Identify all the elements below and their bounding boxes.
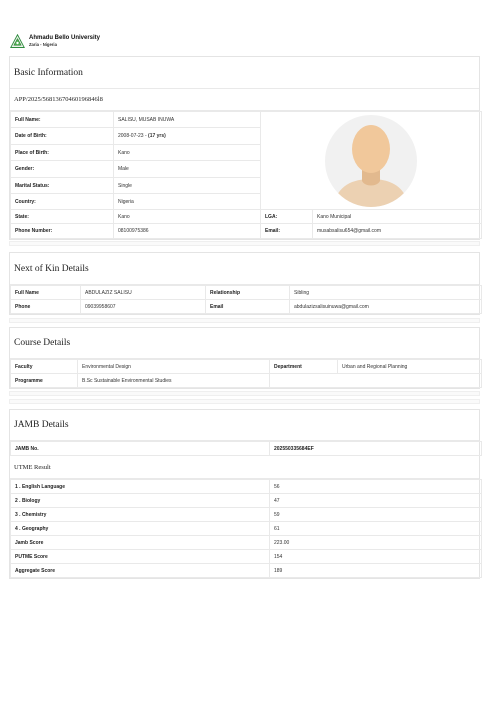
table-row (11, 360, 482, 374)
next-of-kin-card (9, 252, 480, 315)
table-row (11, 536, 482, 550)
gender-label: Gender: (11, 161, 114, 178)
subject-name: 3 . Chemistry (11, 508, 270, 522)
next-of-kin-table (10, 285, 482, 314)
table-row (11, 210, 482, 224)
jamb-no-label: JAMB No. (11, 442, 270, 456)
state-label: State: (11, 210, 114, 224)
kin-email-value: abdulazizsalisuinuwa@gmail.com (290, 300, 482, 314)
subject-name: 2 . Biology (11, 494, 270, 508)
faculty-label: Faculty (11, 360, 78, 374)
dob-age: (17 yrs) (148, 133, 166, 139)
course-details-table (10, 359, 482, 388)
kin-name-value: ABDULAZIZ SALISU (81, 286, 206, 300)
passport-photo (261, 112, 482, 210)
full-name-label: Full Name: (11, 112, 114, 128)
kin-relationship-label: Relationship (206, 286, 290, 300)
table-row (11, 480, 482, 494)
department-value: Urban and Regional Planning (338, 360, 482, 374)
jamb-score-label: Jamb Score (11, 536, 270, 550)
basic-information-table (10, 111, 482, 239)
next-of-kin-title: Next of Kin Details (10, 253, 479, 285)
university-name: Ahmadu Bello University (29, 34, 101, 41)
kin-name-label: Full Name (11, 286, 81, 300)
faculty-value: Environmental Design (78, 360, 270, 374)
subject-score: 59 (270, 508, 482, 522)
table-row (11, 508, 482, 522)
section-divider (9, 241, 480, 246)
table-row (11, 564, 482, 578)
avatar-placeholder-icon (325, 115, 417, 207)
phone-label: Phone Number: (11, 224, 114, 239)
table-row (11, 374, 482, 388)
section-divider (9, 391, 480, 396)
table-row (11, 550, 482, 564)
pob-label: Place of Birth: (11, 145, 114, 161)
dob-label: Date of Birth: (11, 128, 114, 145)
university-location: Zaria - Nigeria (29, 41, 57, 47)
pob-value: Kano (114, 145, 261, 161)
department-label: Department (270, 360, 338, 374)
course-details-card (9, 327, 480, 389)
aggregate-score-value: 189 (270, 564, 482, 578)
jamb-number-table (10, 441, 482, 456)
table-row (11, 494, 482, 508)
marital-status-value: Single (114, 178, 261, 194)
section-divider (9, 399, 480, 404)
subject-score: 56 (270, 480, 482, 494)
table-row (11, 442, 482, 456)
table-row (11, 224, 482, 239)
phone-value: 08100975386 (114, 224, 261, 239)
university-logo-icon (10, 34, 25, 49)
subject-name: 1 . English Language (11, 480, 270, 494)
utme-result-title: UTME Result (10, 456, 479, 479)
kin-phone-value: 09039958607 (81, 300, 206, 314)
jamb-no-value: 202550335684EF (270, 442, 482, 456)
email-value: musabsalisu654@gmail.com (313, 224, 482, 239)
page-header (10, 32, 100, 50)
country-value: Nigeria (114, 194, 261, 210)
lga-value: Kano Municipal (313, 210, 482, 224)
country-label: Country: (11, 194, 114, 210)
course-details-title: Course Details (10, 328, 479, 359)
programme-value: B.Sc Sustainable Environmental Studies (78, 374, 270, 388)
aggregate-score-label: Aggregate Score (11, 564, 270, 578)
full-name-value: SALISU, MUSAB INUWA (114, 112, 261, 128)
jamb-details-title: JAMB Details (10, 410, 479, 441)
kin-email-label: Email (206, 300, 290, 314)
kin-phone-label: Phone (11, 300, 81, 314)
basic-information-title: Basic Information (10, 57, 479, 89)
dob-date: 2008-07-23 - (118, 133, 149, 139)
jamb-score-value: 223.00 (270, 536, 482, 550)
table-row (11, 286, 482, 300)
putme-score-label: PUTME Score (11, 550, 270, 564)
gender-value: Male (114, 161, 261, 178)
dob-value (114, 128, 261, 145)
subject-name: 4 . Geography (11, 522, 270, 536)
lga-label: LGA: (261, 210, 313, 224)
state-value: Kano (114, 210, 261, 224)
application-id: APP/2025/56813670460196846l8 (10, 89, 479, 111)
marital-status-label: Marital Status: (11, 178, 114, 194)
jamb-details-card (9, 409, 480, 579)
putme-score-value: 154 (270, 550, 482, 564)
empty-cell (270, 374, 482, 388)
subject-score: 47 (270, 494, 482, 508)
utme-result-table (10, 479, 482, 578)
kin-relationship-value: Sibling (290, 286, 482, 300)
table-row (11, 300, 482, 314)
table-row (11, 522, 482, 536)
section-divider (9, 318, 480, 323)
programme-label: Programme (11, 374, 78, 388)
subject-score: 61 (270, 522, 482, 536)
email-label: Email: (261, 224, 313, 239)
basic-information-card (9, 56, 480, 240)
table-row (11, 112, 482, 128)
